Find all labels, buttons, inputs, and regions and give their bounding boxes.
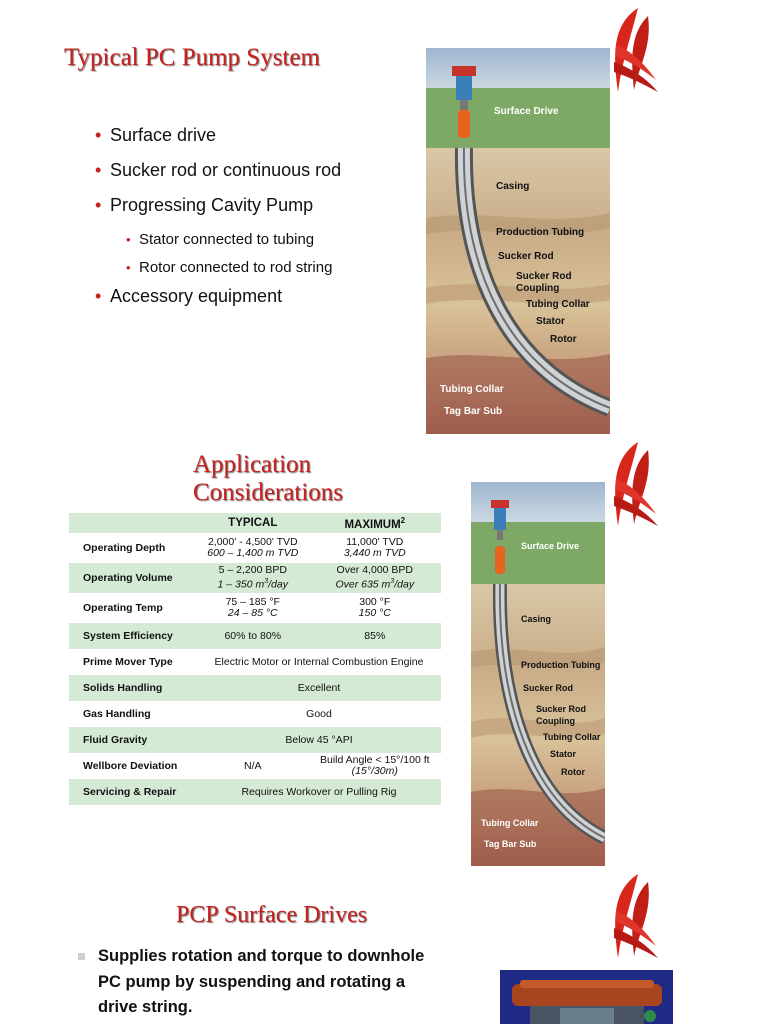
cell-typical: 75 – 185 °F 24 – 85 °C bbox=[225, 596, 280, 619]
table-row bbox=[69, 593, 441, 623]
label-casing: Casing bbox=[521, 614, 552, 624]
slide3-title: PCP Surface Drives bbox=[176, 902, 368, 928]
label-stator: Stator bbox=[536, 316, 565, 327]
slide2-title-line: Considerations bbox=[193, 479, 343, 506]
row-label: Operating Volume bbox=[83, 572, 173, 584]
pc-pump-diagram bbox=[471, 482, 605, 866]
label-tubing-collar-lower: Tubing Collar bbox=[440, 384, 504, 395]
flame-logo-icon bbox=[608, 440, 660, 528]
slide1-title: Typical PC Pump System bbox=[64, 44, 320, 71]
table-header-cell bbox=[69, 513, 197, 533]
label-sucker-rod-coupling: Sucker Rod bbox=[516, 271, 572, 282]
table-row bbox=[69, 649, 441, 675]
row-label: Servicing & Repair bbox=[83, 786, 177, 798]
table-row bbox=[69, 563, 441, 593]
row-label: Fluid Gravity bbox=[83, 734, 148, 746]
table-header-maximum: MAXIMUM$^2$ bbox=[344, 515, 406, 531]
bullet-item: • Accessory equipment bbox=[110, 285, 341, 320]
bullet-item: • Surface drive bbox=[110, 124, 341, 159]
sub-bullet-item: • Rotor connected to rod string bbox=[139, 257, 341, 285]
bullet-item: • Progressing Cavity Pump bbox=[110, 194, 341, 229]
label-production-tubing: Production Tubing bbox=[521, 660, 601, 670]
cell-maximum: 85% bbox=[364, 630, 386, 642]
label-tag-bar-sub: Tag Bar Sub bbox=[444, 406, 503, 417]
slide2-title-line: Application bbox=[193, 451, 312, 478]
table-row bbox=[69, 701, 441, 727]
table-header-typical: TYPICAL bbox=[228, 517, 278, 529]
label-tubing-collar: Tubing Collar bbox=[526, 299, 590, 310]
flame-logo-icon bbox=[608, 872, 660, 960]
row-label: Operating Temp bbox=[83, 602, 163, 614]
label-production-tubing: Production Tubing bbox=[496, 227, 585, 238]
cell-span: Electric Motor or Internal Combustion Engine bbox=[214, 656, 424, 668]
table-row bbox=[69, 675, 441, 701]
cell-typical: 2,000' - 4,500' TVD 600 – 1,400 m TVD bbox=[207, 536, 299, 559]
label-rotor: Rotor bbox=[550, 334, 577, 345]
row-label: Prime Mover Type bbox=[83, 656, 173, 668]
flame-logo-icon bbox=[608, 6, 660, 94]
label-surface-drive: Surface Drive bbox=[521, 541, 580, 551]
cell-typical: 60% to 80% bbox=[224, 630, 282, 642]
surface-drive-photo bbox=[500, 970, 673, 1024]
cell-maximum: Build Angle < 15°/100 ft (15°/30m) bbox=[319, 754, 430, 777]
label-tag-bar-sub: Tag Bar Sub bbox=[484, 839, 537, 849]
label-casing: Casing bbox=[496, 181, 530, 192]
table-row bbox=[69, 533, 441, 563]
bullet-item: • Sucker rod or continuous rod bbox=[110, 159, 341, 194]
table-row bbox=[69, 753, 441, 779]
cell-maximum: 11,000' TVD 3,440 m TVD bbox=[343, 536, 406, 559]
label-sucker-rod: Sucker Rod bbox=[523, 683, 574, 693]
row-label: Solids Handling bbox=[83, 682, 163, 694]
cell-typical: 5 – 2,200 BPD 1 – 350 $m^3$/day bbox=[217, 564, 288, 591]
label-surface-drive: Surface Drive bbox=[494, 106, 559, 117]
sub-bullet-item: • Stator connected to tubing bbox=[139, 229, 341, 257]
table-header-row bbox=[69, 513, 441, 533]
table-row bbox=[69, 727, 441, 753]
label-sucker-rod-coupling: Coupling bbox=[516, 283, 560, 294]
label-sucker-rod: Sucker Rod bbox=[498, 251, 554, 262]
cell-span: Excellent bbox=[297, 682, 341, 694]
bullet-item: Supplies rotation and torque to downhole PC pump by suspending and rotating a drive string. bbox=[98, 944, 458, 1021]
cell-span: Below 45 °API bbox=[285, 734, 353, 746]
row-label: System Efficiency bbox=[83, 630, 173, 642]
slide3-bullet-list bbox=[98, 944, 458, 1021]
label-sucker-rod-coupling: Sucker Rod bbox=[536, 704, 587, 714]
slide1-bullet-list bbox=[110, 124, 341, 320]
label-tubing-collar-lower: Tubing Collar bbox=[481, 818, 539, 828]
table-row bbox=[69, 779, 441, 805]
pc-pump-diagram bbox=[426, 48, 610, 434]
cell-typical: N/A bbox=[244, 760, 262, 772]
row-label: Operating Depth bbox=[83, 542, 166, 554]
slide2-title bbox=[193, 451, 343, 507]
label-rotor: Rotor bbox=[561, 767, 585, 777]
cell-maximum: 300 °F 150 °C bbox=[358, 596, 391, 619]
cell-span: Requires Workover or Pulling Rig bbox=[241, 786, 397, 798]
table-row bbox=[69, 623, 441, 649]
cell-maximum: Over 4,000 BPD Over 635 $m^3$/day bbox=[335, 564, 415, 591]
row-label: Wellbore Deviation bbox=[83, 760, 178, 772]
label-sucker-rod-coupling: Coupling bbox=[536, 716, 575, 726]
label-stator: Stator bbox=[550, 749, 577, 759]
cell-span: Good bbox=[306, 708, 332, 720]
row-label: Gas Handling bbox=[83, 708, 151, 720]
label-tubing-collar: Tubing Collar bbox=[543, 732, 601, 742]
application-considerations-table bbox=[69, 513, 441, 805]
